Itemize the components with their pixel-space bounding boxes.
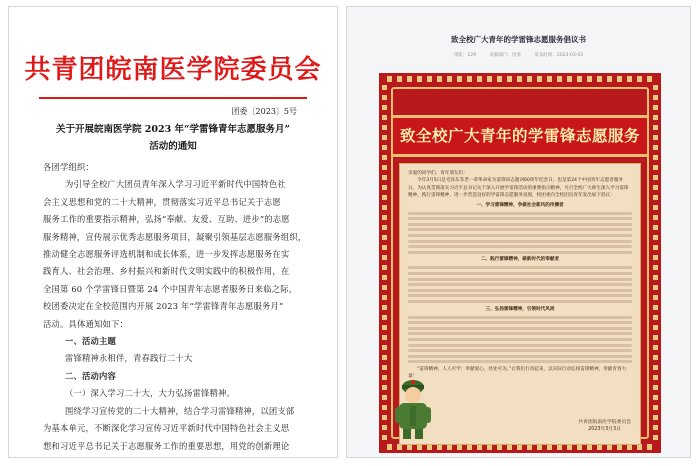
section-heading: 二、活动内容 [65,370,116,381]
intro-paragraph: 今年3月5日是毛泽东等老一辈革命家为雷锋同志题词60周年纪念日，也是第24个中国青年志愿者服务日。为认真贯彻落实习近平总书记关于深入开展学雷锋活动的重要指示精神，号召全校广大师生深入学习雷锋精神，践行雷锋精神，进一步营造良好的学雷锋志愿服务氛围，校团委向全校团员青年发出如下倡议： [408,178,629,199]
proposal-heading-2: 二、践行雷锋精神，做新时代的奉献者 [480,257,560,263]
body-line: 服务精神，宣传展示优秀志愿服务项目，凝聚引领基层志愿服务组织， [43,231,307,242]
document-body [43,159,309,455]
header-divider [39,97,307,99]
salutation: 各团学组织： [43,162,94,172]
closing-paragraph: “雷锋精神，人人可学；奉献爱心，处处可为。”让我们行动起来，以实际行动弘扬雷锋精神，奉献青春力量！ [408,366,627,380]
body-line: 活动。具体通知如下： [43,318,128,329]
poster-border-top [387,76,653,82]
body-line: 服务工作的重要指示精神，弘扬“奉献、友爱、互助、进步”的志愿 [43,214,290,225]
body-line: 推动健全志愿服务评选机制和成长体系，进一步发挥志愿服务在实 [43,249,290,260]
greeting: 亲爱的同学们、青年朋友们： [408,171,468,176]
body-line: 全国第 60 个学雷锋日暨第 24 个中国青年志愿者服务日来临之际， [43,283,298,294]
article-meta [347,52,690,58]
body-line: 为引导全校广大团员青年深入学习习近平新时代中国特色社 [65,179,286,190]
lei-feng-figure-icon [391,373,435,441]
proposal-poster [379,73,661,453]
document-number: 团委〔2023〕5号 [231,107,297,116]
text-block [408,316,632,364]
text-block [408,266,632,303]
proposal-heading-1: 一、学习雷锋精神，争做社会新风的传播者 [476,202,564,208]
document-header: 共青团皖南医学院委员会 [24,55,322,85]
poster-border-right [653,85,658,441]
body-line: 围绕学习宣传党的二十大精神，结合学习雷锋精神，以团支部 [65,405,295,416]
activity-theme: 雷锋精神永相伴，青春践行二十大 [65,353,193,364]
publish-time: 发布时间：2023-03-03 [534,53,584,58]
body-line: 践育人、社会治理、乡村振兴和新时代文明实践中的积极作用，在 [43,266,290,277]
body-line: 为基本单元，不断深化学习宣传习近平新时代中国特色社会主义思 [43,423,290,434]
content-item: （一）深入学习二十大，大力弘扬雷锋精神。 [65,388,235,399]
poster-title: 致全校广大青年的学雷锋志愿服务 [393,115,647,157]
body-line: 校团委决定在全校范围内开展 2023 年“学雷锋青年志愿服务月” [43,301,284,312]
body-line: 想和习近平总书记关于志愿服务工作的重要思想，用党的创新理论 [43,440,290,451]
text-block [408,212,632,254]
poster-text-panel [399,163,641,445]
body-line: 会主义思想和党的二十大精神，贯彻落实习近平总书记关于志愿 [43,196,281,207]
article-page [346,6,691,458]
notice-document [8,6,338,458]
signing-date: 2023年3月3日 [588,427,621,432]
signature-block [578,419,631,433]
article-title: 致全校广大青年的学雷锋志愿服务倡议书 [451,35,586,44]
section-heading: 一、活动主题 [65,336,116,347]
poster-border-left [382,85,387,441]
signing-org: 共青团皖南医学院委员会 [578,420,631,425]
proposal-heading-3: 三、弘扬雷锋精神，引领时代风尚 [485,306,555,312]
document-title-line1: 关于开展皖南医学院 2023 年“学雷锋青年志愿服务月” [56,124,290,135]
view-count: 浏览：129 [453,53,477,58]
document-title-line2: 活动的通知 [149,141,197,152]
department: 发稿部门：团委 [489,53,521,58]
